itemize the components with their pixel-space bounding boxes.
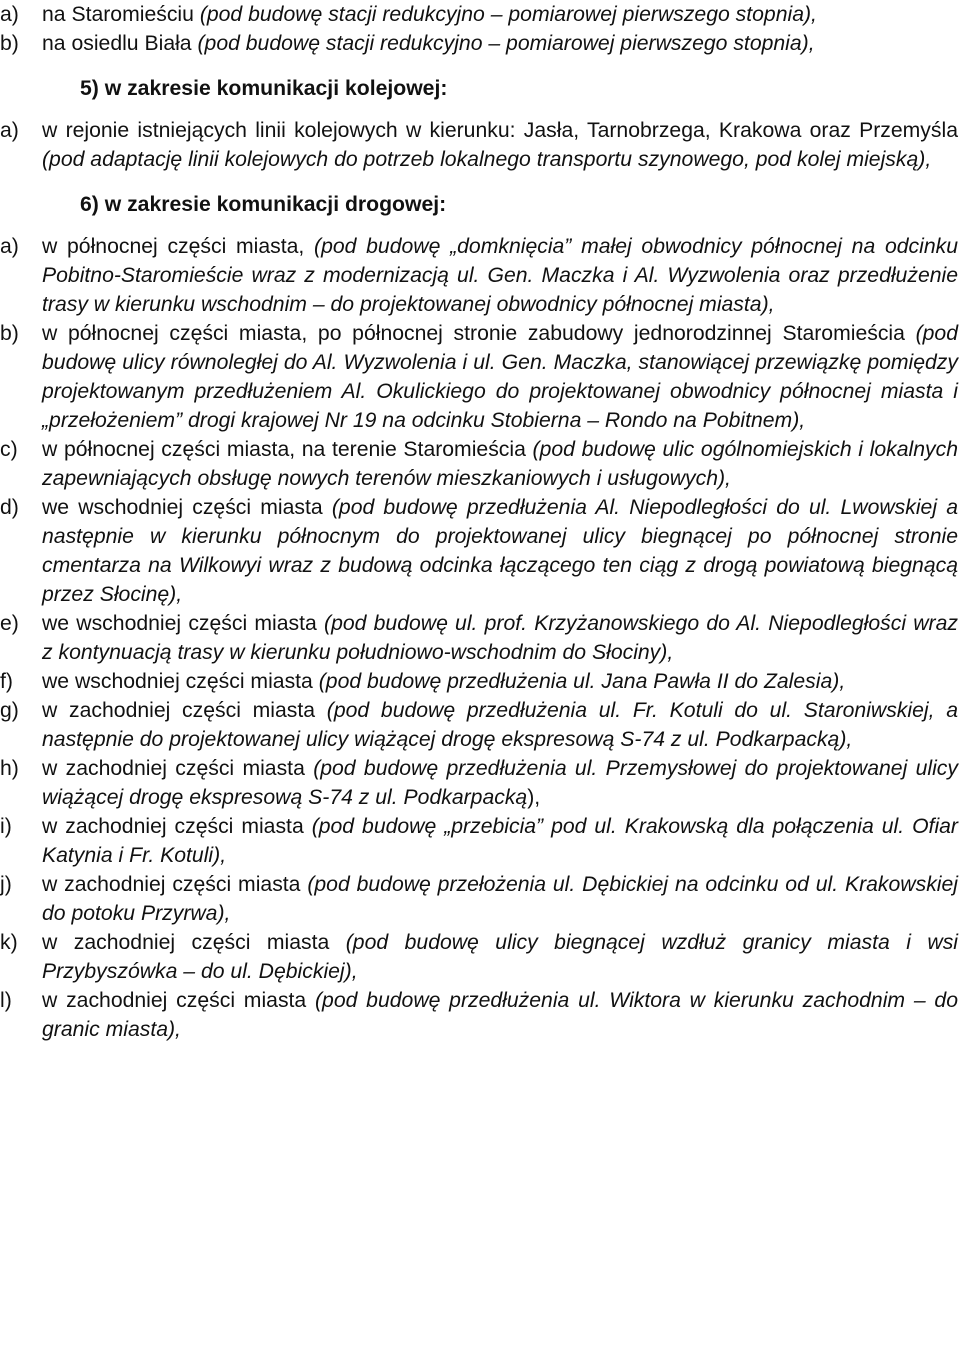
- item-text: [42, 812, 958, 870]
- item-plain: w zachodniej części miasta: [42, 989, 315, 1012]
- item-text: [42, 319, 958, 435]
- list-item: [0, 0, 958, 29]
- item-italic: (pod budowę stacji redukcyjno – pomiarowej pierwszego stopnia),: [197, 32, 815, 55]
- item-italic: (pod budowę przełożenia ul. Dębickiej na odcinku od ul. Krakowskiej do potoku Przyrwa),: [42, 873, 958, 925]
- item-text: [42, 696, 958, 754]
- item-plain: w zachodniej części miasta: [42, 757, 314, 780]
- item-text: [42, 609, 958, 667]
- item-label: g): [0, 699, 19, 722]
- item-italic: (pod budowę ulicy równoległej do Al. Wyzwolenia i ul. Gen. Maczka, stanowiącej przewiązkę pomiędzy projektowanym przedłużeniem Al. Okulickiego do projektowanej obwodnicy północnej miasta i „przełożeniem” drogi krajowej Nr 19 na odcinku Stobierna – Rondo na Pobitnem),: [42, 322, 958, 432]
- item-label: a): [0, 235, 19, 258]
- item-italic: (pod budowę przedłużenia ul. Wiktora w kierunku zachodnim – do granic miasta),: [42, 989, 958, 1041]
- item-text: [42, 0, 958, 29]
- list-item: [0, 319, 958, 435]
- list-item: [0, 435, 958, 493]
- item-italic: (pod budowę ulicy biegnącej wzdłuż granicy miasta i wsi Przybyszówka – do ul. Dębickiej),: [42, 931, 958, 983]
- item-italic: (pod budowę „przebicia” pod ul. Krakowską dla połączenia ul. Ofiar Katynia i Fr. Kotuli),: [42, 815, 958, 867]
- item-plain: w północnej części miasta,: [42, 235, 315, 258]
- item-label: h): [0, 757, 19, 780]
- item-italic: (pod budowę ulic ogólnomiejskich i lokalnych zapewniających obsługę nowych terenów mieszkaniowych i usługowych),: [42, 438, 958, 490]
- list-item: [0, 870, 958, 928]
- item-plain: we wschodniej części miasta: [42, 612, 325, 635]
- item-label: l): [0, 989, 12, 1012]
- list-rail: [0, 116, 958, 174]
- list-stations: [0, 0, 958, 58]
- item-italic: (pod adaptację linii kolejowych do potrzeb lokalnego transportu szynowego, pod kolej miejską),: [42, 148, 932, 171]
- list-item: [0, 493, 958, 609]
- item-text: [42, 435, 958, 493]
- item-label: a): [0, 3, 19, 26]
- item-tail: ),: [527, 786, 541, 809]
- list-item: [0, 928, 958, 986]
- item-italic: (pod budowę przedłużenia ul. Fr. Kotuli do ul. Staroniwskiej, a następnie do projektowanej ulicy wiążącej drogę ekspresową S-74 z ul. Podkarpacką),: [42, 699, 958, 751]
- item-text: [42, 928, 958, 986]
- list-item: [0, 232, 958, 319]
- list-item: [0, 986, 958, 1044]
- item-italic: (pod budowę stacji redukcyjno – pomiarowej pierwszego stopnia),: [199, 3, 817, 26]
- item-plain: na Staromieściu: [42, 3, 200, 26]
- item-text: [42, 232, 958, 319]
- item-plain: we wschodniej części miasta: [42, 670, 319, 693]
- list-item: [0, 116, 958, 174]
- list-item: [0, 754, 958, 812]
- list-road: [0, 232, 958, 1044]
- item-plain: we wschodniej części miasta: [42, 496, 332, 519]
- item-label: i): [0, 815, 12, 838]
- item-label: d): [0, 496, 19, 519]
- list-item: [0, 696, 958, 754]
- item-label: a): [0, 119, 19, 142]
- item-text: [42, 870, 958, 928]
- item-label: j): [0, 873, 12, 896]
- item-plain: w zachodniej części miasta: [42, 815, 312, 838]
- item-italic: (pod budowę „domknięcia” małej obwodnicy północnej na odcinku Pobitno-Staromieście wraz z modernizacją ul. Gen. Maczka i Al. Wyzwolenia oraz przedłużenie trasy w kierunku wschodnim – do projektowanej obwodnicy północnej miasta),: [42, 235, 958, 316]
- item-text: [42, 754, 958, 812]
- item-italic: (pod budowę przedłużenia Al. Niepodległości do ul. Lwowskiej a następnie w kierunku północnym do projektowanej ulicy biegnącej po północnej stronie cmentarza na Wilkowyi wraz z budową odcinka łączącego ten ciąg z drogą powiatową biegnącą przez Słocinę),: [42, 496, 958, 606]
- list-item: [0, 812, 958, 870]
- item-label: k): [0, 931, 18, 954]
- item-text: [42, 493, 958, 609]
- item-plain: w zachodniej części miasta: [42, 931, 346, 954]
- heading-road: 6) w zakresie komunikacji drogowej:: [80, 193, 447, 216]
- item-label: b): [0, 322, 19, 345]
- heading-rail: 5) w zakresie komunikacji kolejowej:: [80, 77, 448, 100]
- item-text: [42, 986, 958, 1044]
- item-text: [42, 116, 958, 174]
- item-plain: w północnej części miasta, po północnej stronie zabudowy jednorodzinnej Staromieścia: [42, 322, 916, 345]
- list-item: [0, 667, 958, 696]
- item-label: c): [0, 438, 18, 461]
- item-italic: (pod budowę ul. prof. Krzyżanowskiego do Al. Niepodległości wraz z kontynuacją trasy w kierunku południowo-wschodnim do Słociny),: [42, 612, 958, 664]
- item-label: e): [0, 612, 19, 635]
- item-text: [42, 29, 958, 58]
- item-plain: w zachodniej części miasta: [42, 699, 327, 722]
- item-italic: (pod budowę przedłużenia ul. Przemysłowej do projektowanej ulicy wiążącej drogę ekspresową S-74 z ul. Podkarpacką: [42, 757, 958, 809]
- list-item: [0, 609, 958, 667]
- item-label: f): [0, 670, 13, 693]
- item-plain: w rejonie istniejących linii kolejowych w kierunku: Jasła, Tarnobrzega, Krakowa oraz Przemyśla: [42, 119, 958, 142]
- item-plain: w północnej części miasta, na terenie Staromieścia: [42, 438, 533, 461]
- item-plain: w zachodniej części miasta: [42, 873, 308, 896]
- item-italic: (pod budowę przedłużenia ul. Jana Pawła II do Zalesia),: [318, 670, 846, 693]
- item-label: b): [0, 32, 19, 55]
- item-text: [42, 667, 958, 696]
- item-plain: na osiedlu Biała: [42, 32, 198, 55]
- list-item: [0, 29, 958, 58]
